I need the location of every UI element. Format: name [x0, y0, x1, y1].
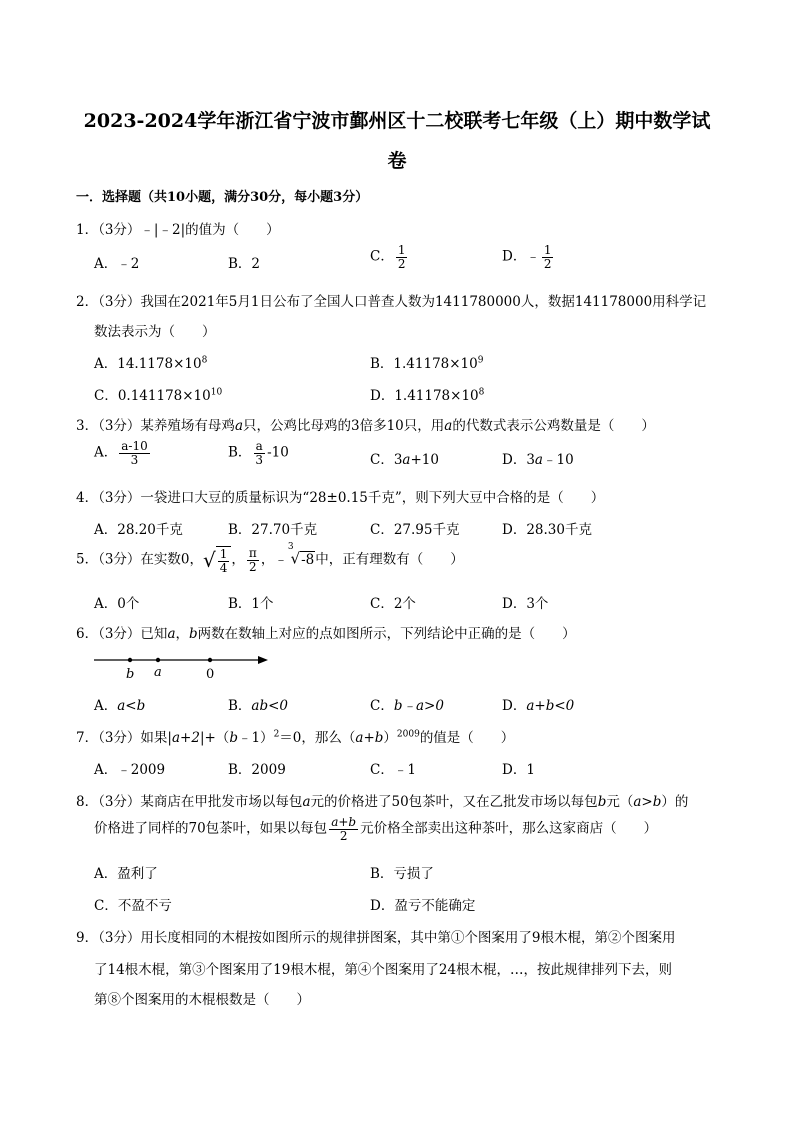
- q3-option-d: D．3a﹣10: [502, 452, 574, 468]
- q7-option-a: A．﹣2009: [94, 762, 166, 778]
- question-9-line2: 了14根木棍，第③个图案用了19根木棍，第④个图案用了24根木棍，…，按此规律排列下去，则: [94, 962, 673, 978]
- q6-option-a: A．a<b: [94, 698, 146, 714]
- q3-option-c: C．3a+10: [370, 452, 439, 468]
- q5-option-b: B．1个: [228, 596, 274, 612]
- q5-option-a: A．0个: [94, 596, 140, 612]
- question-7: 7．（3分）如果|a+2|+（b﹣1）$^2$＝0，那么$(a+b)^{2009}$的值是（ ）: [76, 729, 515, 746]
- question-9-line1: 9．（3分）用长度相同的木棍按如图所示的规律拼图案，其中第①个图案用了9根木棍，第②个图案用: [76, 930, 676, 946]
- sqrt-symbol: √ $\frac{1}{4}$: [203, 546, 231, 574]
- q8-option-c: C．不盈不亏: [94, 898, 172, 914]
- q4-option-b: B．27.70千克: [228, 522, 318, 538]
- q1-option-d: D．﹣ $\frac{1}{2}$: [502, 243, 552, 271]
- section-heading: 一．选择题（共10小题，满分30分，每小题3分）: [76, 190, 369, 205]
- q1-option-a: A．﹣2: [94, 256, 140, 272]
- q4-option-d: D．28.30千克: [502, 522, 592, 538]
- q5-option-d: D．3个: [502, 596, 549, 612]
- q6-option-d: D．a+b<0: [502, 698, 575, 714]
- q2-option-b: B．$1.41178\times 10^9$: [370, 355, 484, 372]
- q5-option-c: C．2个: [370, 596, 416, 612]
- number-line-figure: [92, 650, 272, 686]
- q6-option-b: B．ab<0: [228, 698, 289, 714]
- q2-option-a: A．$14.1178\times 10^8$: [94, 355, 208, 372]
- q4-option-a: A．28.20千克: [94, 522, 183, 538]
- q4-option-c: C．27.95千克: [370, 522, 460, 538]
- q2-option-c: C．$0.141178\times 10^{10}$: [94, 387, 223, 404]
- exam-title-line1: 2023-2024学年浙江省宁波市鄞州区十二校联考七年级（上）期中数学试: [83, 110, 711, 132]
- question-2-line2: 数法表示为（ ）: [94, 324, 216, 340]
- q3-option-a: A． $\frac{a-10}{3}$: [94, 439, 148, 467]
- q6-option-c: C．b﹣a>0: [370, 698, 444, 714]
- question-6: 6．（3分）已知a，b两数在数轴上对应的点如图所示，下列结论中正确的是（ ）: [76, 626, 576, 642]
- question-9-line3: 第⑧个图案用的木棍根数是（ ）: [94, 992, 310, 1008]
- q8-option-b: B．亏损了: [370, 866, 434, 882]
- q7-option-b: B．2009: [228, 762, 286, 778]
- q3-option-b: B． $\frac{a}{3}$ -10: [228, 439, 289, 467]
- q7-option-d: D．1: [502, 762, 535, 778]
- question-8-line2: 价格进了同样的70包茶叶，如果以每包 $\frac{a+b}{2}$ 元价格全部卖出这种茶叶，那么这家商店（ ）: [94, 815, 658, 843]
- question-8-line1: 8．（3分）某商店在甲批发市场以每包a元的价格进了50包茶叶，又在乙批发市场以每包b元（a>b）的: [76, 794, 689, 810]
- q1-option-c: C． $\frac{1}{2}$: [370, 243, 406, 271]
- axis-label-zero: 0: [206, 667, 215, 682]
- axis-label-a: a: [154, 665, 162, 680]
- question-5: 5．（3分）在实数0， √ $\frac{1}{4}$ ， $\frac{\pi}{2}$ ，﹣$^3$√-8中，正有理数有（ ）: [76, 542, 464, 575]
- q7-option-c: C．﹣1: [370, 762, 416, 778]
- exam-title-line2: 卷: [387, 150, 407, 172]
- q1-option-b: B．2: [228, 256, 261, 272]
- q2-option-d: D．$1.41178\times 10^8$: [370, 387, 485, 404]
- axis-label-b: b: [126, 667, 135, 682]
- question-4: 4．（3分）一袋进口大豆的质量标识为“28±0.15千克”，则下列大豆中合格的是（ ）: [76, 490, 605, 506]
- q8-option-a: A．盈利了: [94, 866, 158, 882]
- question-3: 3．（3分）某养殖场有母鸡a只，公鸡比母鸡的3倍多10只，用a的代数式表示公鸡数量是（ ）: [76, 418, 655, 434]
- question-1: 1．（3分）﹣|﹣2|的值为（ ）: [76, 222, 280, 238]
- question-2-line1: 2．（3分）我国在2021年5月1日公布了全国人口普查人数为1411780000人，数据141178000用科学记: [76, 294, 707, 310]
- q8-option-d: D．盈亏不能确定: [370, 898, 476, 914]
